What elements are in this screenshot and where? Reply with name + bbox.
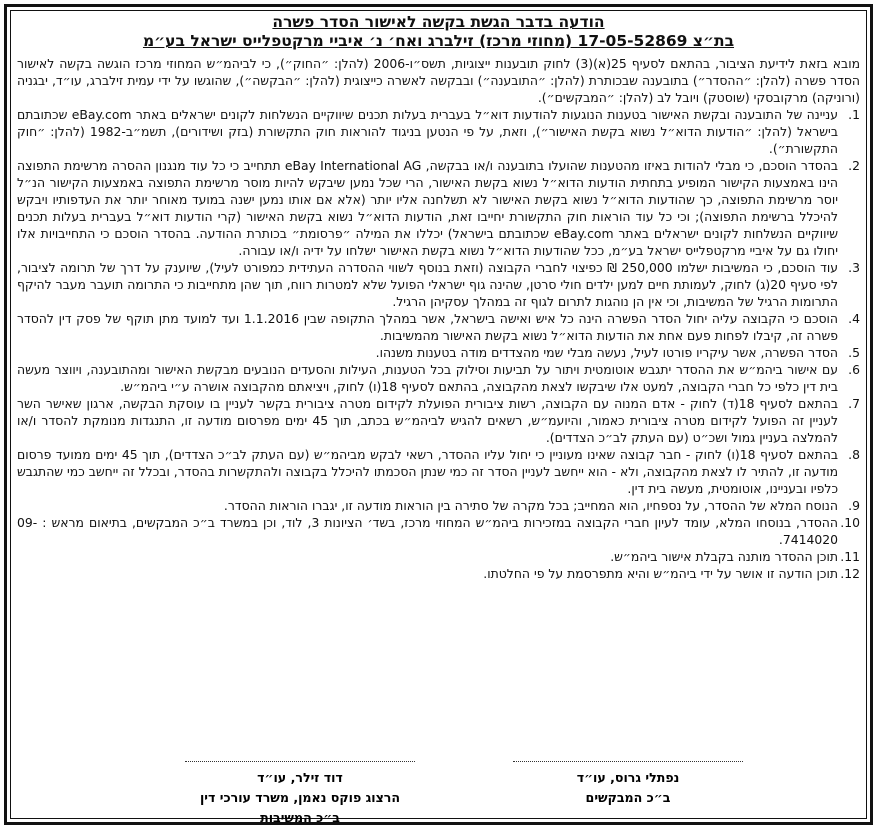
list-item [17, 259, 860, 310]
list-item [17, 395, 860, 446]
list-item [17, 514, 860, 548]
list-item [17, 344, 860, 361]
respondents-attorney-name: דוד זילר, עו״ד [257, 770, 343, 785]
list-item [17, 310, 860, 344]
plaintiffs-signature [508, 761, 748, 808]
item-text: עוד הוסכם, כי המשיבות ישלמו 250,000 ₪ כפיצוי לחברי הקבוצה (וזאת בנוסף לשווי ההסדרה העתידית כמפורט לעיל), שיוענק על דרך של תרומה לציבור, לפי סעיף 20(ג) לחוק, לעמותת חיים למען ילדים חולי סרטן, שהינה גוף ישראלי הפועל שלא למטרות רווח, תוך שהן מתחייבות כי התרומה תועבר מעבר להיקף התרומות הרגיל של המשיבות, וכי אין הן נוהגות לתרום לגוף זה במהלך עסקיהן הרגיל. [17, 260, 839, 309]
item-number: 2. [848, 158, 860, 173]
items-list [17, 106, 860, 582]
item-number: 7. [848, 396, 860, 411]
list-item [17, 157, 860, 259]
intro-paragraph: מובא בזאת לידיעת הציבור, בהתאם לסעיף 25(א)(3) לחוק תובענות ייצוגיות, תשס״ו-2006 (להלן: ״החוק״), כי לביהמ״ש המחוזי מרכז הוגשה בקשה לאישור הסדר פשרה (להלן: ״ההסדר״) בתובענה שבכותרת (להלן: ״התובענה״) ובבקשה לאשרה כייצוגית (להלן: ״הבקשה״), שהוגשו על ידי עמית זילברג, עו״ד, יבגניה (ורוניקה) מרקובסקי (שוסטק) ויובל לב (להלן: ״המבקשים״). [17, 56, 860, 105]
notice-content [17, 13, 860, 582]
plaintiffs-attorney-role: ב״כ המבקשים [585, 790, 671, 805]
respondents-signature [170, 761, 430, 828]
case-title: בת״צ 17-05-52869 (מחוזי מרכז) זילברג ואח׳ נ׳ איביי מרקטפלייס ישראל בע״מ [142, 32, 735, 50]
list-item [17, 446, 860, 497]
item-text: ההסדר, בנוסחו המלא, עומד לעיון חברי הקבוצה במזכירות ביהמ״ש המחוזי מרכז, בשד׳ הציונות 3, לוד, וכן במשרד ב״כ המבקשים, בתיאום מראש : 09-7414020. [17, 515, 838, 547]
item-number: 6. [848, 362, 860, 377]
item-text: בהסדר הוסכם, כי מבלי להודות באיזו מהטענות שהועלו בתובענה ו/או בבקשה, eBay International AG תתחייב כי כל עוד מנגנון ההסרה מרשימת התפוצה הינו באמצעות הקישור המופיע בתחתית הודעות הדוא״ל נשוא בקשת האישור, הרי שכל נמען שיבקש להיות מוסר מרשימת התפוצה באמצעות הקישור הנ״ל יוסר מרשימת התפוצה, כך שהודעות הדוא״ל נשוא בקשת האישור לא תשלחנה אליו יותר (אלא אם אותו נמען ישנה במועד מאוחר יותר את העדפותיו ויבקש להיכלל ברשימת התפוצה); וכי כל עוד הוראות חוק התקשורת יחייבו זאת, הודעות הדוא״ל נשוא בקשת האישור (קרי הודעות דוא״ל בעברית בעלות תכנים שיווקיים הנשלחות לקונים ישראלים באתר eBay.com שכתובתם בישראל) יכללו את המילה ״פרסומת״ בכותרת ההודעה. בהסדר הוסכם כי התחייבויות אלו יחולו גם על איביי מרקטפלייס ישראל בע״מ, ככל שהודעות הדוא״ל נשוא בקשת האישור ישלחו על ידיה ו/או עבורה. [17, 158, 838, 258]
item-text: הסדר הפשרה, אשר עיקריו פורטו לעיל, נעשה מבלי שמי מהצדדים מודה בטענות משנהו. [375, 345, 838, 360]
list-item [17, 106, 860, 157]
item-number: 1. [848, 107, 860, 122]
item-number: 3. [848, 260, 860, 275]
item-number: 4. [848, 311, 860, 326]
list-item [17, 361, 860, 395]
item-number: 9. [848, 498, 860, 513]
signature-line [185, 761, 415, 768]
signature-line [513, 761, 743, 768]
list-item [17, 565, 860, 582]
item-text: בהתאם לסעיף 18(ד) לחוק - אדם המנוה עם הקבוצה, רשות ציבורית הפועלת לקידום מטרה ציבורית בקשר לעניין בו עוסקת הבקשה, ארגון שאישר השר לעניין זה הפועל לקידום מטרה ציבורית כאמור, והיועמ״ש, רשאים להגיש לביהמ״ש בכתב, תוך 45 ימים מפרסום מודעה זו, התנגדות מנומקת להסדר ו/או להמלצה בעניין גמול ושכ״ט (עם העתק לב״כ הצדדים). [17, 396, 838, 445]
item-number: 8. [848, 447, 860, 462]
notice-frame [4, 4, 873, 825]
item-text: הוסכם כי הקבוצה עליה יחול הסדר הפשרה הינה כל איש ואישה בישראל, אשר במהלך התקופה שבין 1.1.2016 ועד למועד מתן תוקף של פסק דין להסדר פשרה זה, קיבלו לפחות פעם אחת את הודעות הדוא״ל נשוא בקשת האישור מהמשיבות. [17, 311, 839, 343]
list-item [17, 548, 860, 565]
item-text: הנוסח המלא של ההסדר, על נספחיו, הוא המחייב; בכל מקרה של סתירה בין הוראות מודעה זו, יגברו הוראות ההסדר. [223, 498, 838, 513]
item-number: 5. [848, 345, 860, 360]
item-text: עניינה של התובענה ובקשת האישור בטענות הנוגעות להודעות דוא״ל בעברית בעלות תכנים שיווקיים הנשלחות לקונים ישראלים באתר eBay.com שכתובתם בישראל (להלן: ״הודעות הדוא״ל נשוא בקשת האישור״), וזאת, על פי הנטען בניגוד להוראות חוק התקשורת (בזק ושידורים), תשמ״ב-1982 (להלן: ״חוק התקשורת״). [17, 107, 838, 156]
item-number: 12. [840, 566, 860, 581]
list-item [17, 497, 860, 514]
plaintiffs-attorney-name: נפתלי גרוס, עו״ד [576, 770, 680, 785]
signatures-block [7, 761, 870, 825]
item-text: תוכן ההסדר מותנה בקבלת אישור ביהמ״ש. [610, 549, 838, 564]
notice-title: הודעה בדבר הגשת בקשה לאישור הסדר פשרה [272, 13, 605, 31]
item-text: עם אישור ביהמ״ש את ההסדר יתגבש אוטומטית ויתור על תביעות וסילוק בכל הטענות, העילות והסעדים הנובעים מבקשת האישור ומהתובענה, ויווצר מעשה בית דין כלפי כל חברי הקבוצה, למעט אלו שיבקשו לצאת מהקבוצה, בהתאם לסעיף 18(ו) לחוק, ויציאתם מהקבוצה אושרה ע״י ביהמ״ש. [17, 362, 838, 394]
item-number: 11. [840, 549, 860, 564]
respondents-law-firm: הרצוג פוקס נאמן, משרד עורכי דין [199, 790, 401, 805]
item-text: בהתאם לסעיף 18(ו) לחוק - חבר קבוצה שאינו מעוניין כי יחול עליו ההסדר, רשאי לבקש מביהמ״ש (עם העתק לב״כ הצדדים), תוך 45 ימים ממועד פרסום מודעה זו, להתיר לו לצאת מהקבוצה, ולא - הוא ייחשב לעניין הסדר זה כמי שנתן הסכמתו להיכלל בקבוצה ולהתקשרות בהסדר, ובכלל זה ייחשב כמי שהתגבש כלפיו ובעניינו, אוטומטית, מעשה בית דין. [17, 447, 838, 496]
item-number: 10. [840, 515, 860, 530]
item-text: תוכן הודעה זו אושר על ידי ביהמ״ש והיא מתפרסמת על פי החלטתו. [483, 566, 838, 581]
respondents-attorney-role: ב״כ המשיבות [260, 810, 340, 825]
